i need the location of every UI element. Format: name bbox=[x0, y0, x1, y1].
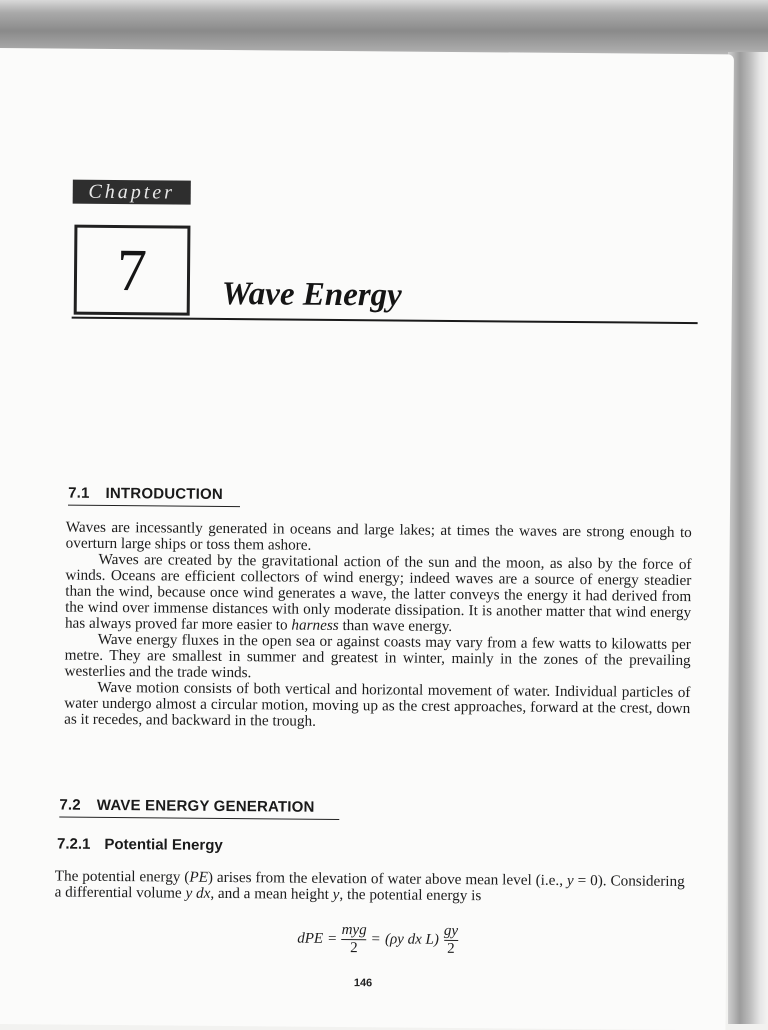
paragraph-text: , and a mean height bbox=[210, 884, 333, 903]
paragraph bbox=[65, 552, 692, 637]
section-number: 7.1 bbox=[68, 484, 90, 502]
chapter-tag: Chapter bbox=[73, 180, 191, 205]
section-number: 7.2 bbox=[59, 796, 81, 814]
fraction-myg-over-2 bbox=[341, 923, 366, 956]
paragraph-text: , the potential energy is bbox=[339, 885, 482, 905]
section-heading-7-1 bbox=[68, 485, 223, 503]
page-number: 146 bbox=[353, 977, 373, 990]
symbol-pe: PE bbox=[189, 868, 209, 886]
denominator: 2 bbox=[350, 940, 358, 957]
potential-energy-equation bbox=[297, 923, 458, 957]
chapter-title: Wave Energy bbox=[221, 275, 402, 314]
denominator: 2 bbox=[447, 940, 455, 958]
section-heading-rule bbox=[59, 817, 339, 820]
book-page bbox=[0, 48, 734, 1030]
paragraph-text: Waves are created by the gravitational action of the sun and the moon, as also by the force of winds. Oceans are efficient collectors of wind energy; indeed waves are a source of energy steadier than the wind, because once wind generates a wave, the latter conveys the energy it had derived from the wind over immense distances with only moderate dissipation. It is another matter that wind energy has always proved far more easier to bbox=[64, 550, 692, 634]
section-heading-7-2 bbox=[59, 797, 314, 816]
emphasis: harness bbox=[291, 616, 339, 634]
introduction-body bbox=[64, 520, 692, 733]
subsection-heading-7-2-1 bbox=[57, 836, 223, 854]
paragraph-text: = 0). Considering a differential volume bbox=[54, 872, 685, 902]
scan-shadow-right bbox=[728, 52, 768, 1024]
section-heading-rule bbox=[68, 505, 240, 508]
equals-sign: = bbox=[371, 931, 381, 948]
equation-lhs: dPE bbox=[297, 930, 324, 947]
numerator: gy bbox=[443, 922, 459, 940]
potential-energy-body bbox=[55, 869, 685, 906]
paragraph: Waves are incessantly generated in oceans and large lakes; at times the waves are strong enough to overturn large ships or toss them ashore. bbox=[65, 518, 692, 554]
symbol-y: y bbox=[566, 871, 574, 890]
symbol-y: y bbox=[332, 885, 340, 903]
chapter-title-rule bbox=[72, 317, 698, 324]
chapter-number-box bbox=[74, 225, 191, 316]
paragraph-text: than wave energy. bbox=[338, 616, 453, 635]
paragraph: Wave energy fluxes in the open sea or against coasts may vary from a few watts to kilowatts per metre. They are smallest in summer and greatest in winter, mainly in the zones of the prevailing westerlies and the trade winds. bbox=[64, 630, 691, 682]
section-title: INTRODUCTION bbox=[105, 484, 224, 503]
paragraph-text: ) arises from the elevation of water above mean level (i.e., bbox=[207, 868, 568, 889]
density-term: (ρy dx L) bbox=[384, 931, 439, 948]
paragraph: Wave motion consists of both vertical and horizontal movement of water. Individual particles of water undergo almost a circular motion, moving up as the crest approaches, forward at the crest, down as it recedes, and backward in the trough. bbox=[64, 678, 691, 730]
subsection-title: Potential Energy bbox=[104, 835, 223, 854]
numerator: myg bbox=[341, 922, 367, 939]
symbol-ydx: y dx bbox=[185, 884, 211, 902]
equals-sign: = bbox=[327, 930, 337, 947]
paragraph-text: The potential energy ( bbox=[54, 867, 190, 886]
chapter-number: 7 bbox=[116, 237, 148, 304]
fraction-gy-over-2 bbox=[444, 924, 458, 957]
section-title: WAVE ENERGY GENERATION bbox=[96, 796, 315, 816]
paragraph bbox=[55, 869, 685, 906]
subsection-number: 7.2.1 bbox=[56, 835, 91, 853]
